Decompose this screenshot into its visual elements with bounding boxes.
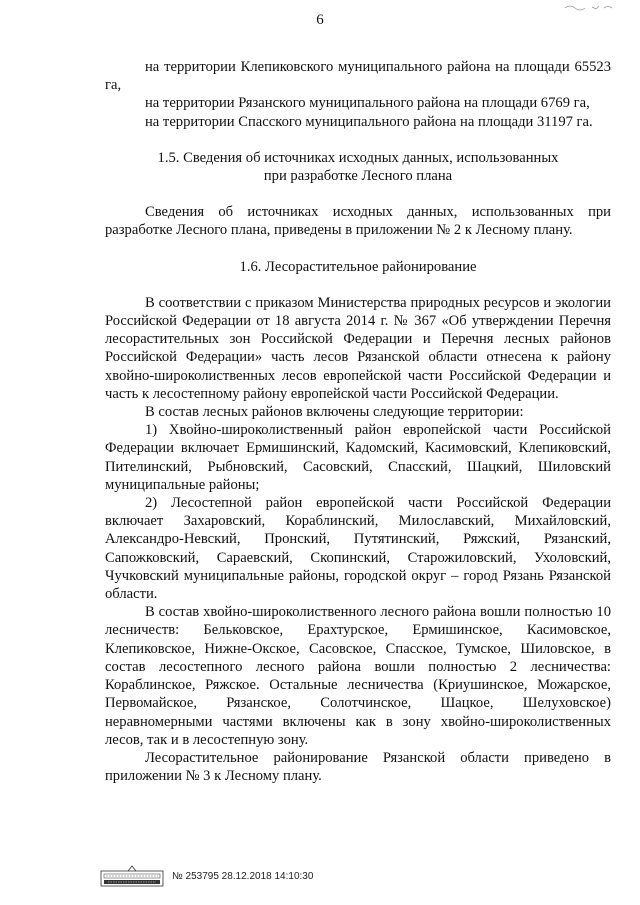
section-1-6-para4: Лесорастительное районирование Рязанской области приведено в приложении № 3 к Лесному плану. (105, 749, 611, 785)
registry-seal-icon (100, 865, 164, 887)
page-number: 6 (316, 12, 324, 28)
registration-stamp-text: № 253795 28.12.2018 14:10:30 (172, 870, 314, 882)
section-1-6-para1: В соответствии с приказом Министерства природных ресурсов и экологии Российской Федерации от 18 августа 2014 г. № 367 «Об утверждении Перечня лесорастительных зон Российской Федерации и Перечня лесных районов Российской Федерации» часть лесов Рязанской области отнесена к району хвойно-широколиственных лесов европейской части Российской Федерации и часть к лесостепному району европейской части Российской Федерации. (105, 294, 611, 402)
section-1-6-item1: 1) Хвойно-широколиственный район европейской части Российской Федерации включает Ермишинский, Кадомский, Касимовский, Клепиковский, Пителинский, Рыбновский, Сасовский, Спасский, Шацкий, Шиловский муниципальные районы; (105, 422, 611, 493)
section-1-5-heading-line2: при разработке Лесного плана (263, 168, 453, 185)
section-1-6-para3: В состав хвойно-широколиственного лесного района вошли полностью 10 лесничеств: Бельковское, Ерахтурское, Ермишинское, Касимовское, Клепиковское, Нижне-Окское, Сасовское, Спасское, Тумское, Шиловское, в состав лесостепного лесного района вошли полностью 2 лесничества: Кораблинское, Ряжское. Остальные лесничества (Криушинское, Можарское, Первомайское, Рязанское, Солотчинское, Шацкое, Шелуховское) неравномерными частями включены как в зону хвойно-широколиственных лесов, так и в лесостепную зону. (105, 604, 611, 748)
document-body (105, 58, 611, 785)
section-1-6-item2: 2) Лесостепной район европейской части Российской Федерации включает Захаровский, Кораблинский, Милославский, Михайловский, Александро-Невский, Пронский, Путятинский, Ряжский, Рязанский, Сапожковский, Сараевский, Скопинский, Старожиловский, Ухоловский, Чучковский муниципальные районы, городской округ – город Рязань Рязанской области. (105, 495, 611, 603)
territory-line-3: на территории Спасского муниципального района на площади 31197 га. (145, 113, 593, 130)
section-1-6-para2: В состав лесных районов включены следующие территории: (145, 404, 524, 421)
section-1-6-heading: 1.6. Лесорастительное районирование (239, 258, 477, 275)
document-footer (100, 863, 313, 889)
section-1-5-text: Сведения об источниках исходных данных, использованных при разработке Лесного плана, приведены в приложении № 2 к Лесному плану. (105, 204, 611, 239)
section-1-5-heading-line1: 1.5. Сведения об источниках исходных данных, использованных (157, 149, 559, 166)
territory-line-1: на территории Клепиковского муниципального района на площади 65523 га, (105, 59, 611, 94)
corner-scribble (560, 2, 620, 12)
territory-line-2: на территории Рязанского муниципального района на площади 6769 га, (145, 95, 590, 112)
